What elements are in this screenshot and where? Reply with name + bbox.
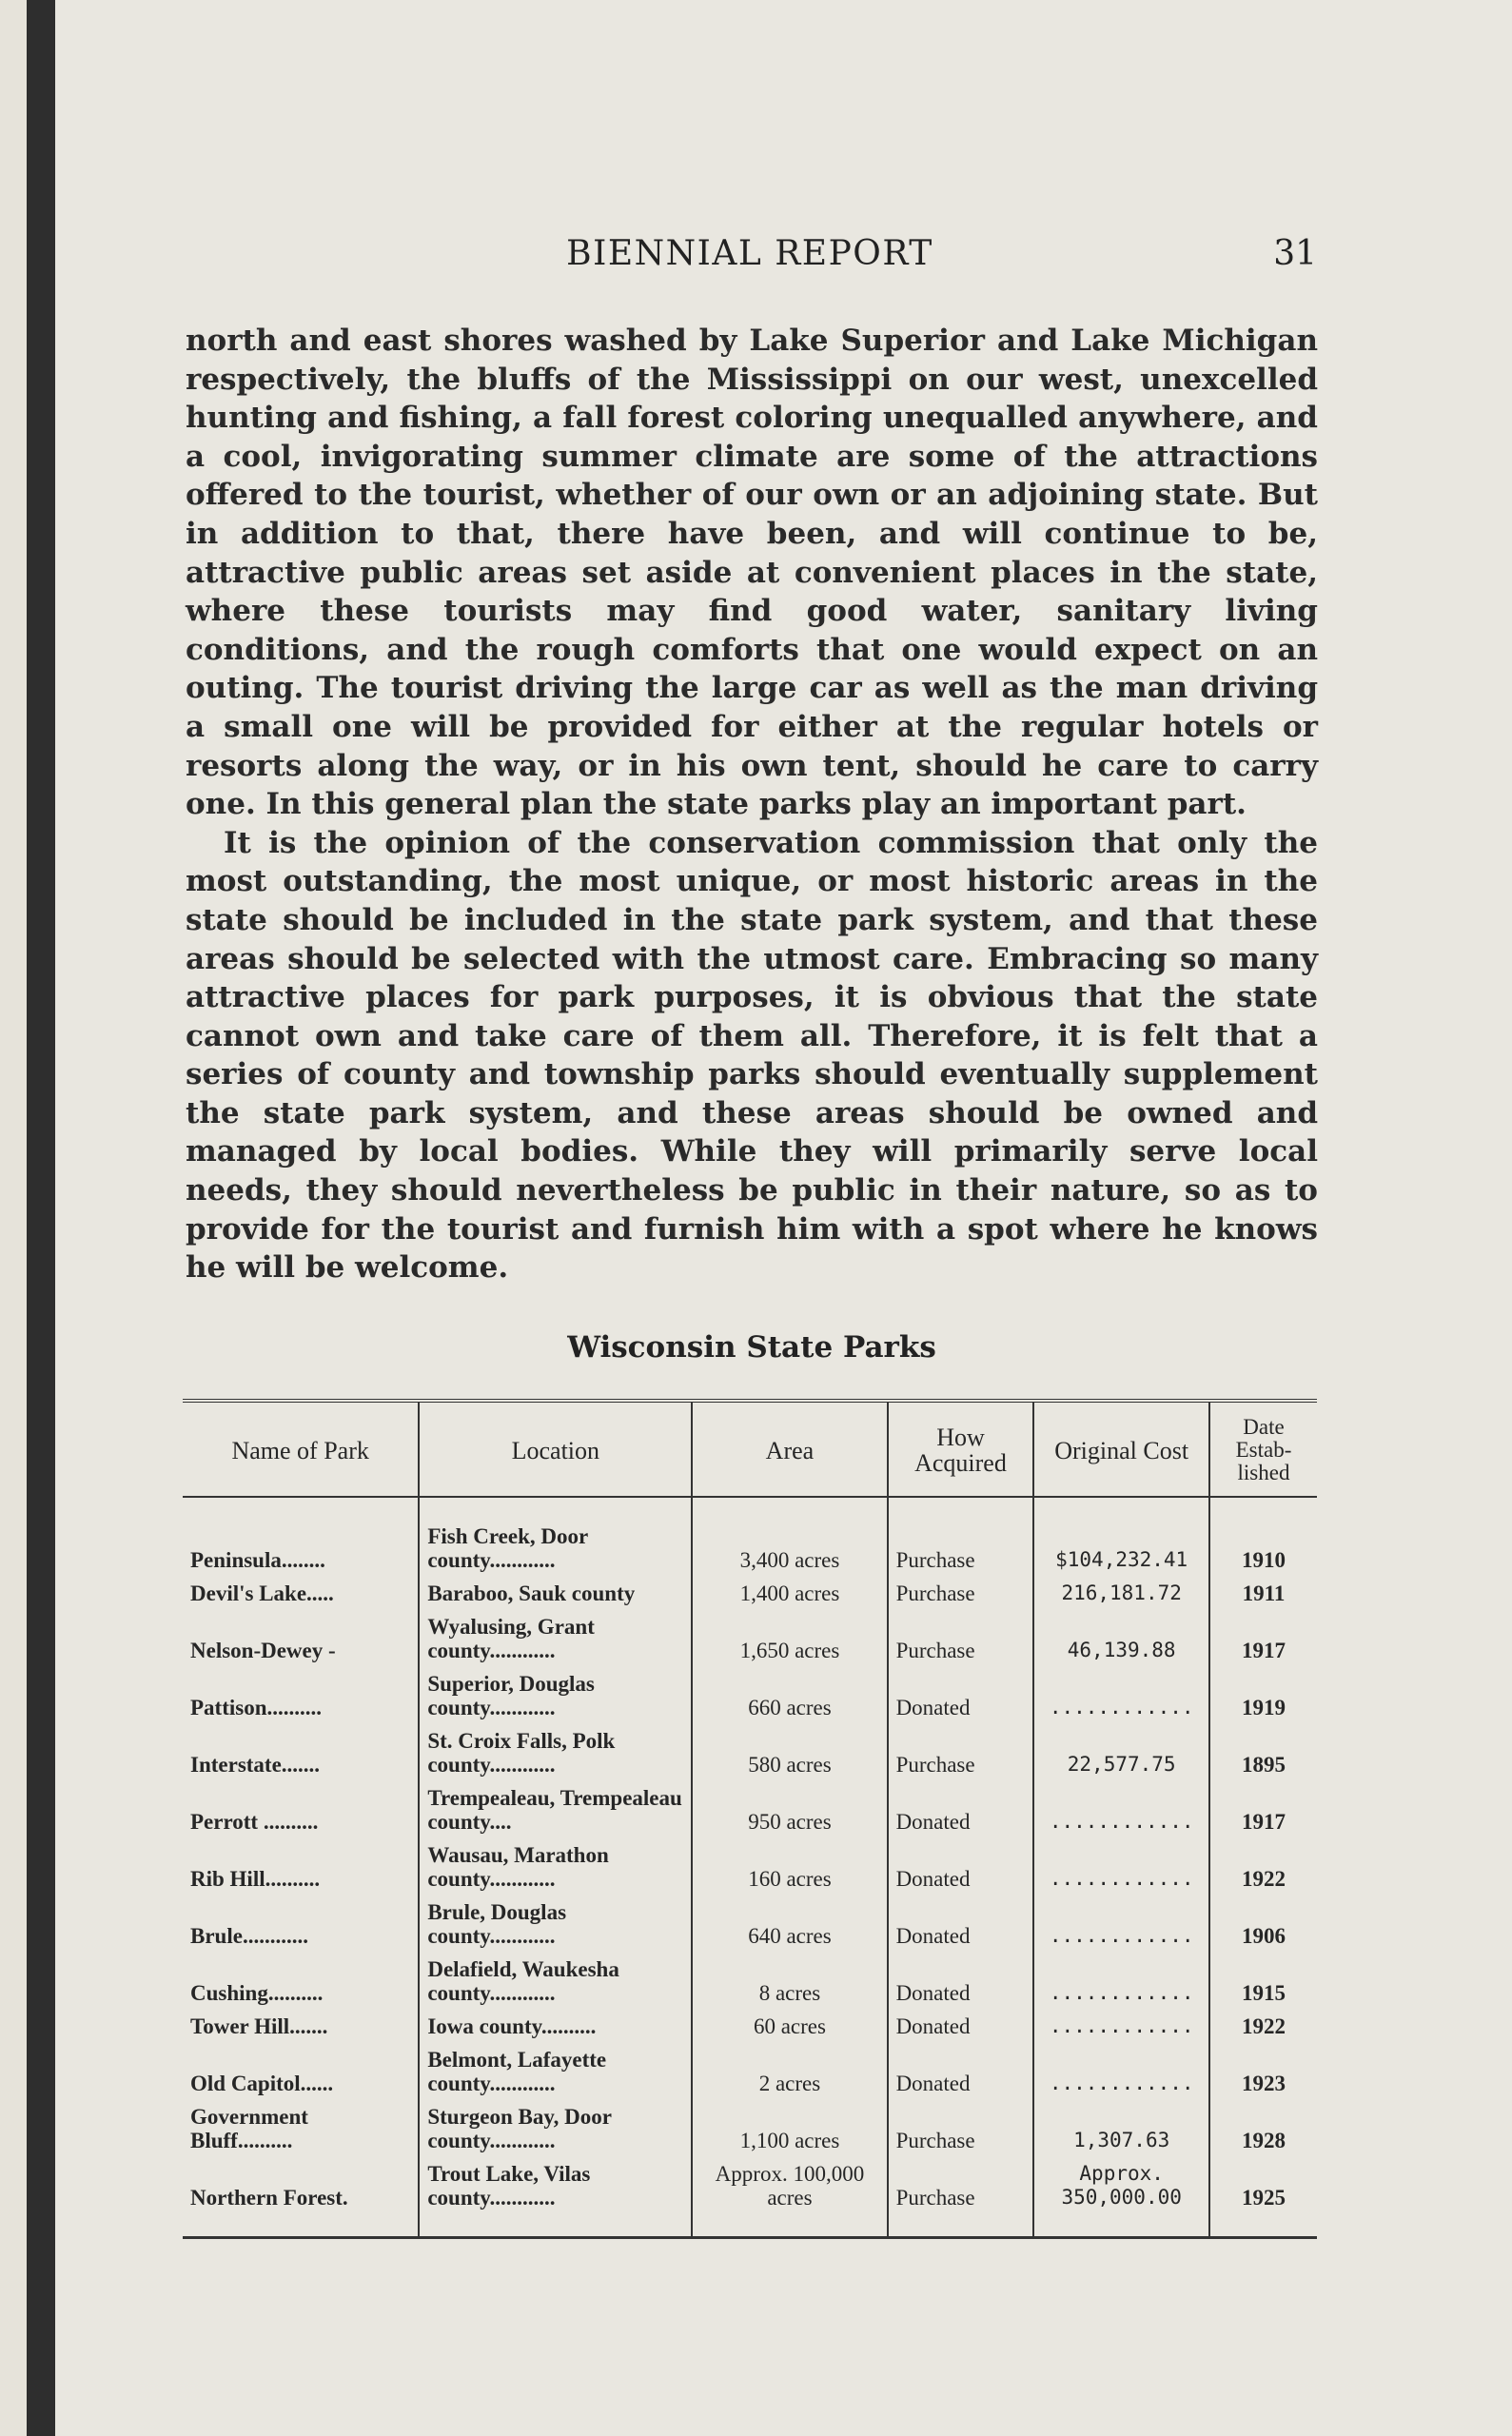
- park-date-established: 1917: [1209, 1610, 1317, 1667]
- park-date-established: 1922: [1209, 2010, 1317, 2043]
- park-date-established: 1923: [1209, 2043, 1317, 2100]
- park-area: 1,650 acres: [692, 1610, 887, 1667]
- table-body: [183, 1497, 1317, 2238]
- park-how-acquired: Donated: [888, 1953, 1034, 2010]
- park-how-acquired: Donated: [888, 2010, 1034, 2043]
- park-name: Devil's Lake.....: [190, 1581, 334, 1605]
- park-area: 60 acres: [692, 2010, 887, 2043]
- body-text: [186, 322, 1318, 1287]
- park-date-established: 1928: [1209, 2100, 1317, 2157]
- paragraph-2: It is the opinion of the conservation commission that only the most outstanding, the most unique, or most historic areas in the state should be included in the state park system, and that these areas should be selected with the utmost care. Embracing so many attractive places for park purposes, it is obvious that the state cannot own and take care of them all. Therefore, it is felt that a series of county and township parks should eventually supplement the state park system, and these areas should be owned and managed by local bodies. While they will primarily serve local needs, they should nevertheless be public in their nature, so as to provide for the tourist and furnish him with a spot where he knows he will be welcome.: [186, 825, 1318, 1286]
- table-row: [183, 1838, 1317, 1896]
- park-how-acquired: Donated: [888, 1667, 1034, 1724]
- park-area: 660 acres: [692, 1667, 887, 1724]
- park-original-cost: ............: [1033, 2043, 1209, 2100]
- park-name: Cushing..........: [190, 1981, 324, 2005]
- park-how-acquired: Donated: [888, 1896, 1034, 1953]
- park-area: 950 acres: [692, 1781, 887, 1838]
- header-location: Location: [419, 1401, 692, 1497]
- park-how-acquired: Donated: [888, 1838, 1034, 1896]
- park-name: Northern Forest.: [190, 2186, 348, 2210]
- park-area: Approx. 100,000 acres: [692, 2157, 887, 2238]
- park-location: Trempealeau, Trempealeau county....: [419, 1781, 692, 1838]
- park-date-established: 1917: [1209, 1781, 1317, 1838]
- park-original-cost: ............: [1033, 1781, 1209, 1838]
- table-caption: Wisconsin State Parks: [567, 1330, 936, 1365]
- park-area: 160 acres: [692, 1838, 887, 1896]
- park-area: 2 acres: [692, 2043, 887, 2100]
- park-area: 3,400 acres: [692, 1497, 887, 1577]
- park-name: Tower Hill.......: [190, 2014, 328, 2038]
- park-how-acquired: Donated: [888, 2043, 1034, 2100]
- park-how-acquired: Purchase: [888, 2100, 1034, 2157]
- park-date-established: 1911: [1209, 1577, 1317, 1610]
- park-location: St. Croix Falls, Polk county............: [419, 1724, 692, 1781]
- park-name: Pattison..........: [190, 1696, 322, 1719]
- park-how-acquired: Purchase: [888, 1724, 1034, 1781]
- park-how-acquired: Donated: [888, 1781, 1034, 1838]
- table-row: [183, 1953, 1317, 2010]
- park-original-cost: ............: [1033, 2010, 1209, 2043]
- table-row: [183, 1577, 1317, 1610]
- table-row: [183, 2010, 1317, 2043]
- park-location: Superior, Douglas county............: [419, 1667, 692, 1724]
- park-location: Belmont, Lafayette county............: [419, 2043, 692, 2100]
- park-name: Peninsula........: [190, 1548, 325, 1572]
- park-name: Perrott ..........: [190, 1810, 319, 1834]
- header-how-acquired: How Acquired: [888, 1401, 1034, 1497]
- paragraph-1: north and east shores washed by Lake Superior and Lake Michigan respectively, the bluffs of the Mississippi on our west, unexcelled hunting and fishing, a fall forest coloring unequalled anywhere, and a cool, invigorating summer climate are some of the attractions offered to the tourist, whether of our own or an adjoining state. But in addition to that, there have been, and will continue to be, attractive public areas set aside at convenient places in the state, where these tourists may find good water, sanitary living conditions, and the rough comforts that one would expect on an outing. The tourist driving the large car as well as the man driving a small one will be provided for either at the regular hotels or resorts along the way, or in his own tent, should he care to carry one. In this general plan the state parks play an important part.: [186, 324, 1318, 822]
- table-row: [183, 2157, 1317, 2238]
- page-header: [183, 234, 1317, 282]
- park-area: 1,100 acres: [692, 2100, 887, 2157]
- park-area: 580 acres: [692, 1724, 887, 1781]
- book-binding-edge: [27, 0, 55, 2436]
- park-how-acquired: Purchase: [888, 2157, 1034, 2238]
- table-row: [183, 1667, 1317, 1724]
- park-location: Delafield, Waukesha county............: [419, 1953, 692, 2010]
- park-name: Brule............: [190, 1924, 308, 1948]
- park-original-cost: ............: [1033, 1953, 1209, 2010]
- park-location: Iowa county..........: [419, 2010, 692, 2043]
- park-date-established: 1919: [1209, 1667, 1317, 1724]
- park-original-cost: 216,181.72: [1033, 1577, 1209, 1610]
- park-name: Nelson-Dewey -: [190, 1639, 336, 1662]
- park-original-cost: 22,577.75: [1033, 1724, 1209, 1781]
- park-date-established: 1915: [1209, 1953, 1317, 2010]
- table-row: [183, 2043, 1317, 2100]
- park-name: Interstate.......: [190, 1753, 321, 1777]
- park-date-established: 1910: [1209, 1497, 1317, 1577]
- park-location: Fish Creek, Door county............: [419, 1497, 692, 1577]
- header-name: Name of Park: [183, 1401, 419, 1497]
- park-location: Baraboo, Sauk county: [419, 1577, 692, 1610]
- park-location: Wyalusing, Grant county............: [419, 1610, 692, 1667]
- park-location: Wausau, Marathon county............: [419, 1838, 692, 1896]
- park-location: Sturgeon Bay, Door county............: [419, 2100, 692, 2157]
- table-row: [183, 1896, 1317, 1953]
- table-row: [183, 1781, 1317, 1838]
- park-area: 8 acres: [692, 1953, 887, 2010]
- park-original-cost: $104,232.41: [1033, 1497, 1209, 1577]
- park-location: Trout Lake, Vilas county............: [419, 2157, 692, 2238]
- table-row: [183, 1724, 1317, 1781]
- park-original-cost: ............: [1033, 1896, 1209, 1953]
- park-how-acquired: Purchase: [888, 1577, 1034, 1610]
- park-original-cost: 46,139.88: [1033, 1610, 1209, 1667]
- park-date-established: 1925: [1209, 2157, 1317, 2238]
- park-area: 640 acres: [692, 1896, 887, 1953]
- park-name: Old Capitol......: [190, 2072, 334, 2095]
- table-row: [183, 1610, 1317, 1667]
- header-area: Area: [692, 1401, 887, 1497]
- state-parks-table: [183, 1399, 1317, 2239]
- park-name: Government Bluff..........: [190, 2105, 308, 2152]
- park-original-cost: Approx. 350,000.00: [1033, 2157, 1209, 2238]
- table-row: [183, 2100, 1317, 2157]
- park-original-cost: ............: [1033, 1667, 1209, 1724]
- park-original-cost: ............: [1033, 1838, 1209, 1896]
- page-title: BIENNIAL REPORT: [566, 234, 933, 273]
- page-number: 31: [1273, 234, 1317, 273]
- park-area: 1,400 acres: [692, 1577, 887, 1610]
- park-how-acquired: Purchase: [888, 1610, 1034, 1667]
- table-header-row: [183, 1401, 1317, 1497]
- park-name: Rib Hill..........: [190, 1867, 321, 1891]
- park-date-established: 1895: [1209, 1724, 1317, 1781]
- header-original-cost: Original Cost: [1033, 1401, 1209, 1497]
- table-row: [183, 1497, 1317, 1577]
- park-date-established: 1906: [1209, 1896, 1317, 1953]
- header-date-established: Date Estab- lished: [1209, 1401, 1317, 1497]
- park-date-established: 1922: [1209, 1838, 1317, 1896]
- park-how-acquired: Purchase: [888, 1497, 1034, 1577]
- park-location: Brule, Douglas county............: [419, 1896, 692, 1953]
- park-original-cost: 1,307.63: [1033, 2100, 1209, 2157]
